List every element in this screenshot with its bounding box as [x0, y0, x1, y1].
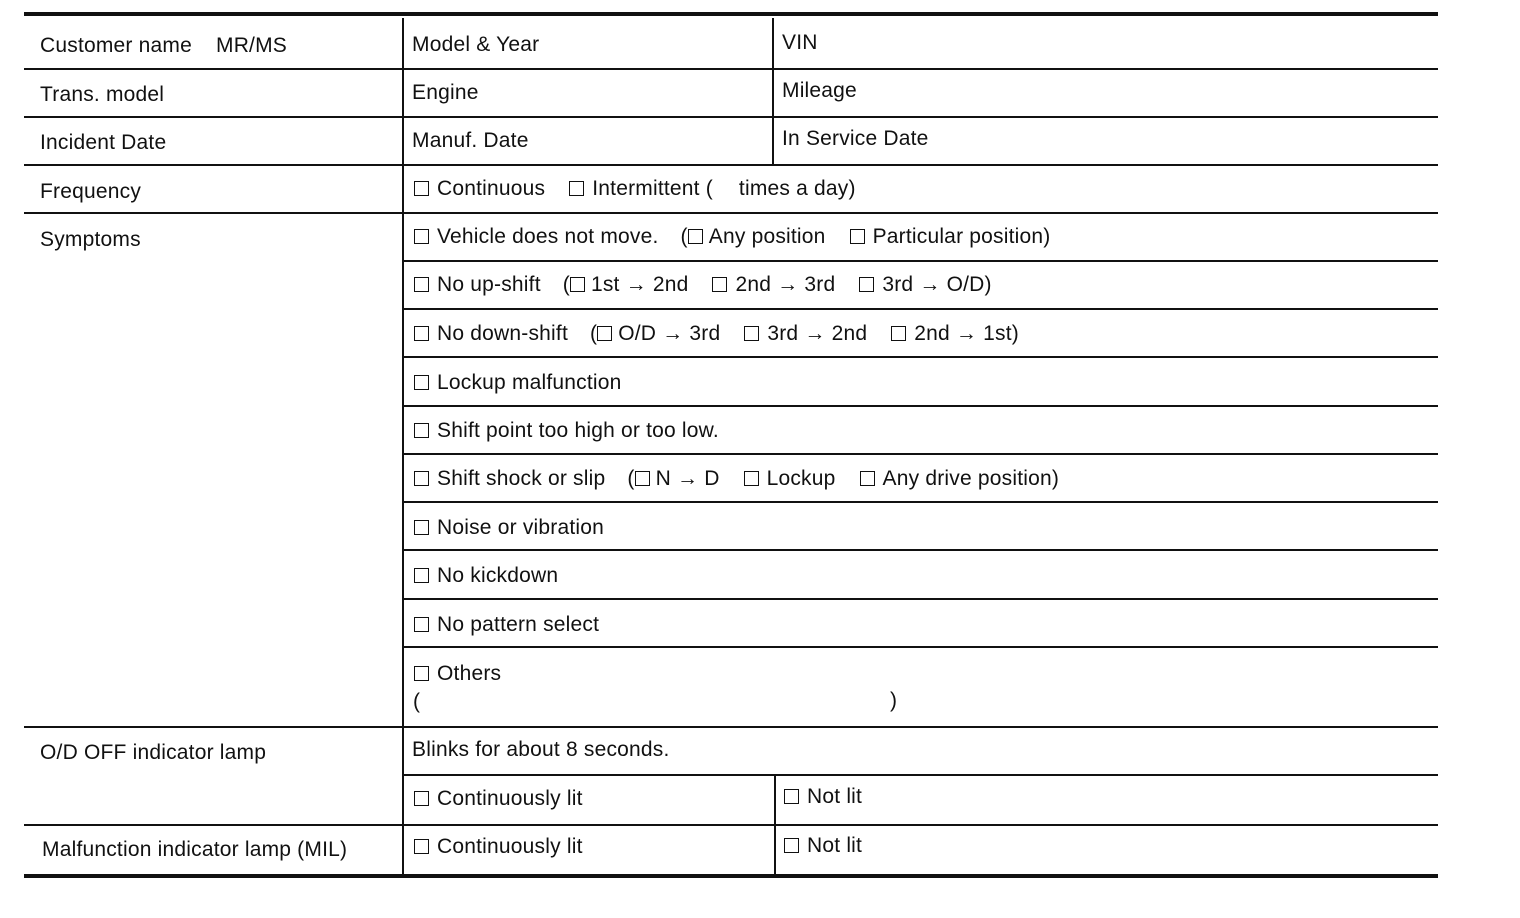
mr-ms-text: MR/MS: [216, 34, 287, 57]
mil-continuously-lit-checkbox[interactable]: [414, 839, 429, 854]
symptom-shift-shock: [414, 467, 1059, 491]
shift-shock-label: Shift shock or slip: [437, 467, 606, 490]
symptom-others: [414, 662, 501, 686]
blinks-label: Blinks for about 8 seconds.: [412, 738, 670, 761]
shift-lockup-checkbox[interactable]: [744, 471, 759, 486]
column-divider: [402, 18, 404, 876]
others-label: Others: [437, 662, 502, 685]
row-divider: [24, 212, 1438, 214]
od-continuously-lit-checkbox[interactable]: [414, 791, 429, 806]
shift-point-checkbox[interactable]: [414, 423, 429, 438]
mil-not-lit-checkbox[interactable]: [784, 838, 799, 853]
od-continuously-lit-label: Continuously lit: [437, 787, 583, 810]
od-off-continuously-lit: [414, 787, 583, 811]
shift-lockup-label: Lockup: [766, 467, 836, 490]
vin-label: VIN: [782, 31, 818, 54]
downshift-3rd-2nd-label: 3rd → 2nd: [767, 322, 868, 345]
any-position-checkbox[interactable]: [688, 229, 703, 244]
symptom-divider: [404, 598, 1438, 600]
symptom-noise-vibration: [414, 516, 604, 540]
od-not-lit-checkbox[interactable]: [784, 789, 799, 804]
intermittent-label: Intermittent (: [592, 177, 713, 200]
bottom-border: [24, 874, 1438, 878]
incident-date-label: Incident Date: [40, 131, 167, 154]
any-drive-position-label: Any drive position): [882, 467, 1060, 490]
no-pattern-select-label: No pattern select: [437, 613, 600, 636]
downshift-od-3rd-label: O/D → 3rd: [618, 322, 721, 345]
symptom-divider: [404, 308, 1438, 310]
vehicle-no-move-label: Vehicle does not move.: [437, 225, 659, 248]
customer-name-label: [40, 34, 287, 58]
symptom-divider: [404, 646, 1438, 648]
shift-n-d-checkbox[interactable]: [635, 471, 650, 486]
mileage-label: Mileage: [782, 79, 857, 102]
customer-problem-form: [24, 12, 1438, 878]
symptom-vehicle-no-move: [414, 225, 1050, 249]
continuous-checkbox[interactable]: [414, 181, 429, 196]
row-divider: [24, 68, 1438, 70]
row-divider: [24, 116, 1438, 118]
no-kickdown-label: No kickdown: [437, 564, 559, 587]
od-off-not-lit: [784, 785, 862, 809]
shift-shock-checkbox[interactable]: [414, 471, 429, 486]
manuf-date-label: Manuf. Date: [412, 129, 529, 152]
upshift-1st-2nd-checkbox[interactable]: [570, 277, 585, 292]
others-checkbox[interactable]: [414, 666, 429, 681]
others-open-paren: (: [413, 690, 421, 713]
lockup-malfunction-checkbox[interactable]: [414, 375, 429, 390]
no-pattern-select-checkbox[interactable]: [414, 617, 429, 632]
shift-point-label: Shift point too high or too low.: [437, 419, 719, 442]
upshift-3rd-od-label: 3rd → O/D): [882, 273, 992, 296]
any-drive-position-checkbox[interactable]: [860, 471, 875, 486]
row-divider: [24, 824, 1438, 826]
column-divider: [774, 774, 776, 876]
row-divider: [24, 726, 1438, 728]
others-input-area[interactable]: [426, 688, 886, 716]
symptom-shift-point: [414, 419, 719, 443]
times-a-day-label: times a day): [738, 177, 856, 200]
any-position-label: Any position: [708, 225, 826, 248]
noise-vibration-checkbox[interactable]: [414, 520, 429, 535]
symptom-divider: [404, 501, 1438, 503]
od-not-lit-label: Not lit: [807, 785, 863, 808]
vehicle-no-move-checkbox[interactable]: [414, 229, 429, 244]
symptom-no-kickdown: [414, 564, 558, 588]
symptom-divider: [404, 356, 1438, 358]
symptom-divider: [404, 453, 1438, 455]
particular-position-checkbox[interactable]: [850, 229, 865, 244]
engine-label: Engine: [412, 81, 479, 104]
lockup-malfunction-label: Lockup malfunction: [437, 371, 622, 394]
downshift-2nd-1st-label: 2nd → 1st): [914, 322, 1019, 345]
symptom-no-downshift: [414, 322, 1019, 346]
no-upshift-checkbox[interactable]: [414, 277, 429, 292]
no-upshift-label: No up-shift: [437, 273, 541, 296]
mil-not-lit-label: Not lit: [807, 834, 863, 857]
symptom-no-pattern-select: [414, 613, 599, 637]
downshift-2nd-1st-checkbox[interactable]: [891, 326, 906, 341]
intermittent-checkbox[interactable]: [569, 181, 584, 196]
no-downshift-checkbox[interactable]: [414, 326, 429, 341]
open-paren: (: [680, 225, 688, 248]
downshift-od-3rd-checkbox[interactable]: [597, 326, 612, 341]
open-paren: (: [590, 322, 598, 345]
upshift-3rd-od-checkbox[interactable]: [859, 277, 874, 292]
no-downshift-label: No down-shift: [437, 322, 568, 345]
upshift-2nd-3rd-label: 2nd → 3rd: [735, 273, 836, 296]
mil-label: Malfunction indicator lamp (MIL): [42, 838, 348, 861]
upshift-2nd-3rd-checkbox[interactable]: [712, 277, 727, 292]
mil-continuously-lit: [414, 835, 583, 859]
mil-not-lit: [784, 834, 862, 858]
symptom-divider: [404, 260, 1438, 262]
trans-model-label: Trans. model: [40, 83, 165, 106]
customer-name-text: Customer name: [40, 34, 192, 57]
upshift-1st-2nd-label: 1st → 2nd: [590, 273, 689, 296]
column-divider: [772, 18, 774, 164]
od-off-lamp-label: O/D OFF indicator lamp: [40, 741, 267, 764]
od-divider: [404, 774, 1438, 776]
open-paren: (: [562, 273, 570, 296]
od-off-blinks: [412, 738, 670, 762]
top-border: [24, 12, 1438, 16]
open-paren: (: [627, 467, 635, 490]
row-divider: [24, 164, 1438, 166]
downshift-3rd-2nd-checkbox[interactable]: [744, 326, 759, 341]
model-year-label: Model & Year: [412, 33, 540, 56]
mil-continuously-lit-label: Continuously lit: [437, 835, 583, 858]
shift-n-d-label: N → D: [655, 467, 720, 490]
particular-position-label: Particular position): [872, 225, 1051, 248]
symptom-divider: [404, 549, 1438, 551]
others-close-paren: ): [890, 689, 898, 712]
in-service-date-label: In Service Date: [782, 127, 929, 150]
symptom-no-upshift: [414, 273, 992, 297]
symptom-divider: [404, 405, 1438, 407]
frequency-label: Frequency: [40, 180, 142, 203]
symptom-lockup-malfunction: [414, 371, 622, 395]
symptoms-label: Symptoms: [40, 228, 141, 251]
frequency-options: [414, 177, 856, 201]
noise-vibration-label: Noise or vibration: [437, 516, 605, 539]
continuous-label: Continuous: [437, 177, 546, 200]
no-kickdown-checkbox[interactable]: [414, 568, 429, 583]
